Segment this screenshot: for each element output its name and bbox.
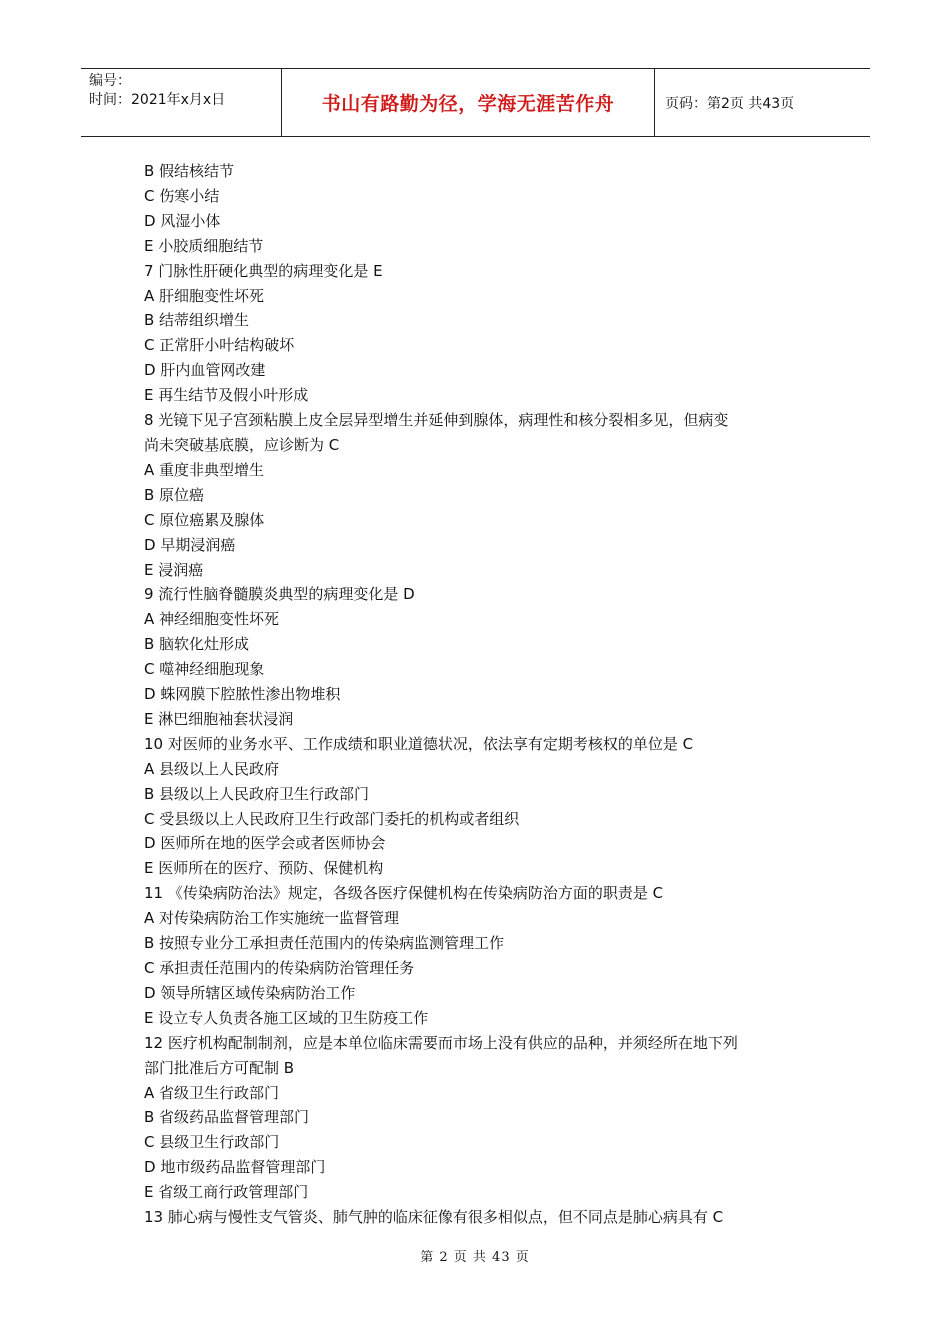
text-line: E 淋巴细胞袖套状浸润 (144, 709, 294, 728)
text-line: B 按照专业分工承担责任范围内的传染病监测管理工作 (144, 934, 505, 953)
text-line: D 地市级药品监督管理部门 (144, 1158, 326, 1177)
text-line: C 伤寒小结 (144, 186, 220, 205)
time-label: 时间：2021年x月x日 (89, 92, 226, 108)
text-line: B 省级药品监督管理部门 (144, 1108, 310, 1127)
text-line: C 受县级以上人民政府卫生行政部门委托的机构或者组织 (144, 809, 520, 828)
page-info: 页码：第2页 共43页 (665, 95, 795, 112)
text-line: B 县级以上人民政府卫生行政部门 (144, 784, 370, 803)
code-label: 编号： (89, 73, 131, 89)
text-line: 13 肺心病与慢性支气管炎、肺气肿的临床征像有很多相似点，但不同点是肺心病具有 C (144, 1208, 724, 1227)
text-line: C 噬神经细胞现象 (144, 660, 265, 679)
header-page-cell (655, 69, 880, 136)
text-line: 部门批准后方可配制 B (144, 1058, 295, 1077)
text-line: 12 医疗机构配制制剂，应是本单位临床需要而市场上没有供应的品种，并须经所在地下列 (144, 1033, 738, 1052)
text-line: 11 《传染病防治法》规定，各级各医疗保健机构在传染病防治方面的职责是 C (144, 884, 664, 903)
text-line: A 肝细胞变性坏死 (144, 286, 265, 305)
text-line: E 小胶质细胞结节 (144, 236, 264, 255)
text-line: A 对传染病防治工作实施统一监督管理 (144, 909, 400, 928)
text-line: C 县级卫生行政部门 (144, 1133, 280, 1152)
text-line: D 风湿小体 (144, 211, 221, 230)
text-line: C 正常肝小叶结构破坏 (144, 336, 295, 355)
page-header (81, 68, 870, 137)
text-line: B 结蒂组织增生 (144, 311, 250, 330)
text-line: D 早期浸润癌 (144, 535, 236, 554)
text-line: D 医师所在地的医学会或者医师协会 (144, 834, 386, 853)
text-line: B 原位癌 (144, 485, 205, 504)
text-line: E 设立专人负责各施工区域的卫生防疫工作 (144, 1008, 429, 1027)
text-line: 8 光镜下见子宫颈粘膜上皮全层异型增生并延伸到腺体，病理性和核分裂相多见，但病变 (144, 411, 729, 430)
text-line: D 领导所辖区域传染病防治工作 (144, 983, 356, 1002)
text-line: D 蛛网膜下腔脓性渗出物堆积 (144, 685, 341, 704)
text-line: E 省级工商行政管理部门 (144, 1183, 309, 1202)
text-line: 尚未突破基底膜，应诊断为 C (144, 435, 340, 454)
text-line: 10 对医师的业务水平、工作成绩和职业道德状况，依法享有定期考核权的单位是 C (144, 734, 694, 753)
header-left-cell (81, 69, 282, 136)
text-line: E 医师所在的医疗、预防、保健机构 (144, 859, 384, 878)
text-line: 7 门脉性肝硬化典型的病理变化是 E (144, 261, 383, 280)
text-line: C 原位癌累及腺体 (144, 510, 265, 529)
motto-text: 书山有路勤为径，学海无涯苦作舟 (321, 93, 615, 115)
text-line: E 浸润癌 (144, 560, 204, 579)
text-line: B 假结核结节 (144, 162, 235, 180)
header-motto-cell (282, 69, 655, 136)
text-line: A 神经细胞变性坏死 (144, 610, 280, 629)
text-line: 9 流行性脑脊髓膜炎典型的病理变化是 D (144, 585, 415, 604)
document-body (144, 159, 824, 1230)
page-footer: 第 2 页 共 43 页 (420, 1250, 530, 1265)
text-line: A 县级以上人民政府 (144, 759, 280, 778)
text-line: C 承担责任范围内的传染病防治管理任务 (144, 959, 415, 977)
text-line: A 省级卫生行政部门 (144, 1083, 280, 1102)
text-line: D 肝内血管网改建 (144, 361, 266, 380)
text-line: B 脑软化灶形成 (144, 635, 250, 654)
text-line: A 重度非典型增生 (144, 460, 265, 479)
text-line: E 再生结节及假小叶形成 (144, 386, 309, 405)
